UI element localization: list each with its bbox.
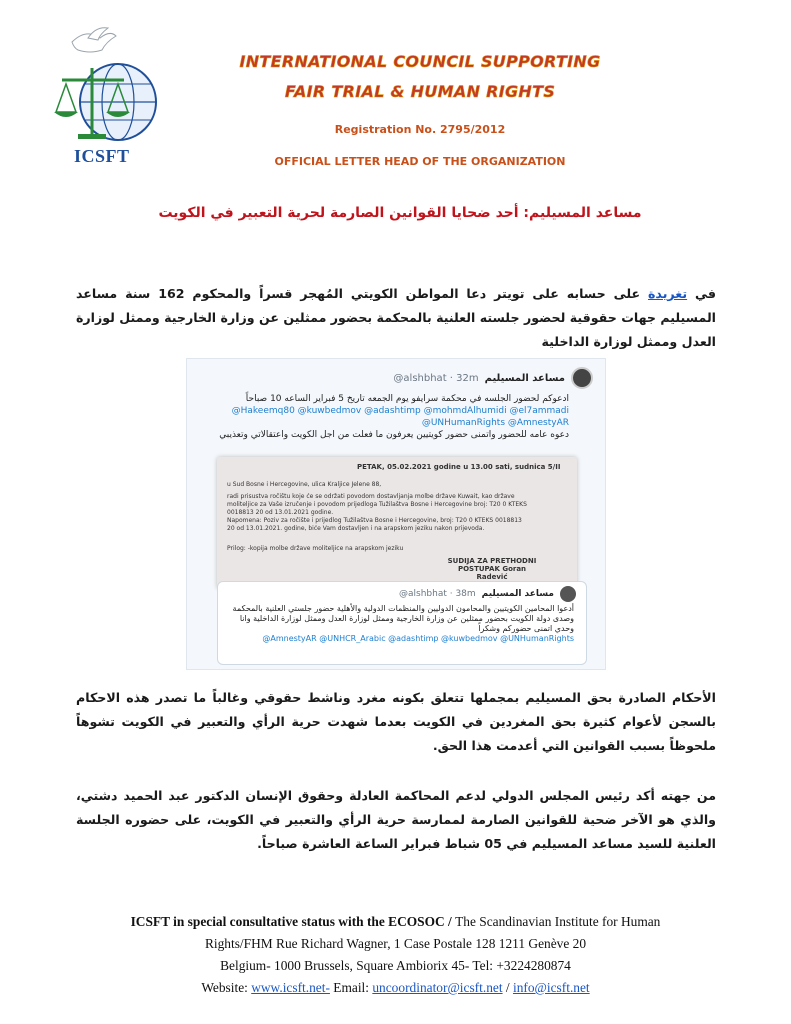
footer-address-2: Belgium- 1000 Brussels, Square Ambiorix 45- Tel: +3224280874	[220, 958, 571, 973]
tweet-text: ادعوكم لحضور الجلسه في محكمة سرايفو يوم الجمعه تاريخ 5 فبراير الساعه 10 صباحاً	[245, 394, 569, 404]
avatar	[560, 586, 576, 602]
tweet-link[interactable]: تغريدة	[647, 286, 688, 301]
website-label: Website:	[201, 980, 252, 995]
document-attachment: Prilog: -kopija molbe države moliteljice na arapskom jeziku	[227, 545, 404, 552]
registration-number: Registration No. 2795/2012	[334, 123, 506, 136]
judge-signature: SUDIJA ZA PRETHODNI POSTUPAK Goran Radević	[447, 557, 537, 581]
email-link-coordinator[interactable]: uncoordinator@icsft.net	[372, 980, 503, 995]
quoted-author-name: مساعد المسيليم	[481, 589, 554, 599]
tweet-author-handle: @alshbhat · 32m	[393, 372, 479, 384]
footer-line-1	[80, 914, 711, 930]
paragraph-1	[76, 282, 716, 354]
org-name-line2: FAIR TRIAL & HUMAN RIGHTS	[284, 82, 556, 101]
quoted-tweet	[217, 581, 587, 665]
tweet-screenshot	[186, 358, 606, 670]
footer-institute: The Scandinavian Institute for Human	[455, 914, 661, 929]
paragraph-3: من جهته أكد رئيس المجلس الدولي لدعم المحاكمة العادلة وحقوق الإنسان الدكتور عبد الحميد دشتي، والذي هو الآخر ضحية للقوانين الصارمة لممارسة حرية الرأي والتعبير في الكويت، على حضوره الجلسة العلنية للسيد مساعد المسيليم في 05 شباط فبراير الساعة العاشرة صباحاً.	[76, 788, 716, 851]
document-note: Napomena: Poziv za ročište i prijedlog Tužilaštva Bosne i Hercegovine, broj: T20 0 KTEKS 0018813 20 od 13.01.2021. godine, biće Vam dostavljen i na arapskom jeziku nakon prijevoda.	[227, 517, 522, 532]
official-letterhead-label: OFFICIAL LETTER HEAD OF THE ORGANIZATION	[274, 155, 566, 168]
email-separator: /	[502, 980, 513, 995]
logo-text: ICSFT	[74, 146, 130, 166]
tweet-body	[209, 393, 569, 441]
tweet-text-2: دعوه عامه للحضور واتمنى حضور كويتيين يعرفون ما فعلت من اجل الكويت واعتقالاتي وتعذيبي	[219, 430, 569, 440]
org-name-line1: INTERNATIONAL COUNCIL SUPPORTING	[239, 52, 601, 71]
avatar	[571, 367, 593, 389]
tweet-header	[393, 367, 593, 389]
quoted-tweet-body	[230, 604, 574, 644]
paragraph-2: الأحكام الصادرة بحق المسيليم بمجملها تتعلق بكونه مغرد وناشط حقوقي وغالباً ما تصدر هذه الاحكام بالسجن لأعوام كثيرة بحق المغردين في الكويت بعدما شهدت حرية الرأي والتعبير في الكويت تشوهاً ملحوظاً بسبب القوانين التي أعدمت هذا الحق.	[76, 690, 716, 753]
tweet-author-name: مساعد المسيليم	[484, 372, 565, 384]
article-title: مساعد المسيليم: أحد ضحايا القوانين الصارمة لحرية التعبير في الكويت	[158, 205, 642, 221]
quoted-tweet-text: أدعوا المحامين الكويتيين والمحامون الدوليين والمنظمات الدولية والأهلية حضور جلستي العلنية بالمحكمة وصدى دولة الكويت بحضور ممثلين عن وزارة الخارجية وممثل لوزارة العدل وممثل لوزارة الداخلية وانا وحدي اتمنى حضوركم وشكراً	[232, 604, 574, 633]
email-link-info[interactable]: info@icsft.net	[512, 980, 590, 995]
footer-status: ICSFT in special consultative status with the ECOSOC /	[130, 914, 456, 929]
email-label: Email:	[329, 980, 373, 995]
quoted-author-handle: @alshbhat · 38m	[399, 589, 476, 599]
website-link[interactable]: www.icsft.net-	[251, 980, 330, 995]
document-line: radi prisustva ročištu koje će se održati povodom dostavljanja molbe države Kuwait, kao države moliteljice za Vaše izručenje i povodom prijedloga Tužilaštva Bosne i Hercegovine broj: T20 0 KTEKS 0018813 20 od 13.01.2021 godine.	[227, 493, 527, 516]
document-date: PETAK, 05.02.2021 godine u 13.00 sati, sudnica 5/II	[357, 463, 561, 471]
footer-contact	[80, 980, 711, 996]
quoted-tweet-header	[399, 586, 576, 602]
paragraph-1-rest: على حسابه على تويتر دعا المواطن الكويتي المُهجر قسراً والمحكوم 162 سنة مساعد المسيليم جهات حقوقية لحضور جلسته العلنية بالمحكمة بحضور ممثلين عن وزارة الخارجية وممثل لوزارة العدل وممثل لوزارة الداخلية	[76, 286, 716, 349]
quoted-tweet-mentions: @AmnestyAR @UNHCR_Arabic @adashtimp @kuwbedmov @UNHumanRights	[262, 634, 574, 643]
footer-address-1: Rights/FHM Rue Richard Wagner, 1 Case Postale 128 1211 Genève 20	[204, 936, 587, 951]
tweet-mentions: @Hakeemq80 @kuwbedmov @adashtimp @mohmdAlhumidi @el7ammadi @UNHumanRights @AmnestyAR	[231, 406, 569, 428]
document-line: u Sud Bosne i Hercegovine, ulica Kraljice Jelene 88,	[227, 481, 382, 488]
paragraph-1-start: في	[687, 286, 716, 301]
court-document-photo	[217, 457, 577, 589]
